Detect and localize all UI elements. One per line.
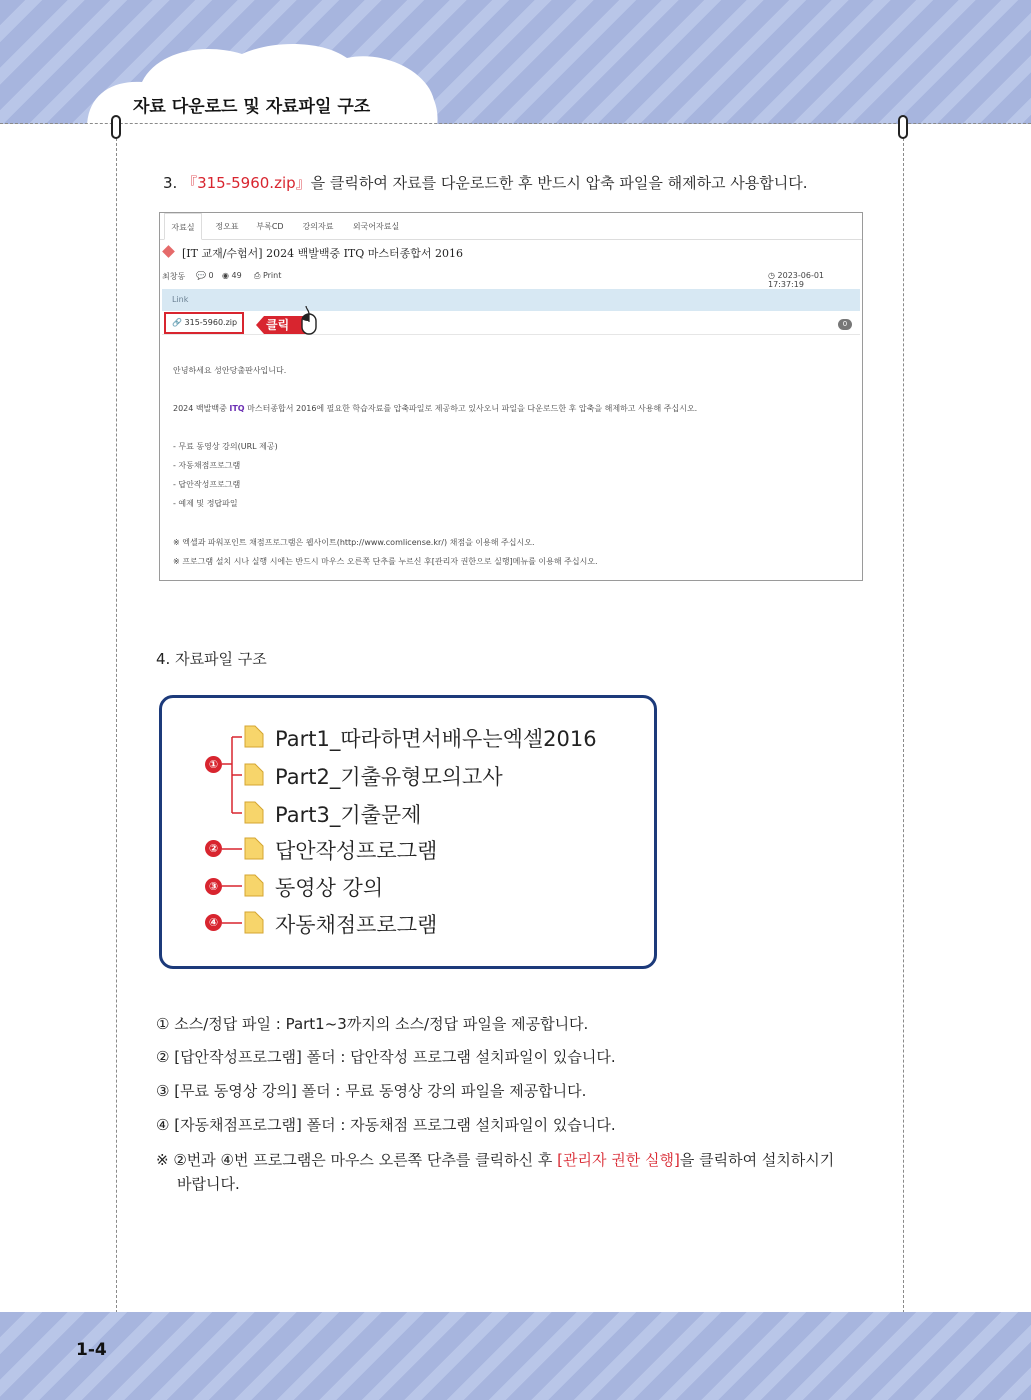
marker-4: ④ <box>205 914 222 931</box>
description-pre: 2024 백발백중 <box>173 404 230 413</box>
top-dashed-line <box>0 123 1031 124</box>
list-item: - 답안작성프로그램 <box>173 480 241 489</box>
left-pin-icon <box>110 114 122 140</box>
link-icon: 🔗 <box>172 318 182 327</box>
marker-2: ② <box>205 840 222 857</box>
list-item: - 예제 및 정답파일 <box>173 499 238 508</box>
download-count-badge: 0 <box>838 319 852 330</box>
comment-icon: 💬 <box>196 271 206 280</box>
folder-icon <box>243 910 265 935</box>
marker-3: ③ <box>205 878 222 895</box>
folder-icon <box>243 724 265 749</box>
folder-label: Part3_기출문제 <box>275 803 422 827</box>
file-download-link[interactable] <box>164 312 244 334</box>
folder-icon <box>243 762 265 787</box>
folder-label: Part1_따라하면서배우는엑셀2016 <box>275 727 597 751</box>
tab-appendix-cd[interactable]: 부록CD <box>256 222 284 231</box>
step3-text: 을 클릭하여 자료를 다운로드한 후 반드시 압축 파일을 해제하고 사용합니다. <box>310 174 808 192</box>
note-item: ④ [자동채점프로그램] 폴더 : 자동채점 프로그램 설치파일이 있습니다. <box>156 1116 616 1134</box>
step3-instruction <box>163 172 883 193</box>
header-title: 자료 다운로드 및 자료파일 구조 <box>133 97 371 117</box>
click-callout-label: 클릭 <box>266 318 290 332</box>
post-date-value: 2023-06-01 17:37:19 <box>768 271 825 289</box>
left-dashed-line <box>116 128 117 1313</box>
note-item: ② [답안작성프로그램] 폴더 : 답안작성 프로그램 설치파일이 있습니다. <box>156 1048 616 1066</box>
folder-label: Part2_기출유형모의고사 <box>275 765 503 789</box>
footer-stripe-band <box>0 1312 1031 1400</box>
view-count-value: 49 <box>231 271 242 280</box>
post-title: [IT 교재/수험서] 2024 백발백중 ITQ 마스터종합서 2016 <box>182 247 464 260</box>
post-author: 최창동 <box>162 272 186 281</box>
right-dashed-line <box>903 128 904 1313</box>
mouse-cursor-icon <box>298 306 320 336</box>
tab-foreign-language[interactable]: 외국어자료실 <box>352 222 400 231</box>
folder-icon <box>243 873 265 898</box>
folder-label: 동영상 강의 <box>275 876 384 900</box>
folder-label: 자동채점프로그램 <box>275 913 438 937</box>
right-pin-icon <box>897 114 909 140</box>
file-name: 315-5960.zip <box>184 318 238 327</box>
board-tabs <box>160 213 862 240</box>
download-page-screenshot <box>159 212 863 581</box>
marker-1: ① <box>205 756 222 773</box>
description-post: 마스터종합서 2016에 필요한 학습자료를 압축파일로 제공하고 있사오니 파일을 다운로드한 후 압축을 해제하고 사용해 주십시오. <box>244 404 698 413</box>
warning-pre: ※ ②번과 ④번 프로그램은 마우스 오른쪽 단추를 클릭하신 후 <box>156 1151 558 1169</box>
tab-lecture-material[interactable]: 강의자료 <box>302 222 334 231</box>
post-date <box>768 271 862 289</box>
page-number: 1-4 <box>76 1340 107 1360</box>
comment-count-value: 0 <box>208 271 214 280</box>
view-count <box>222 271 242 280</box>
install-note: ※ 프로그램 설치 시나 실행 시에는 반드시 마우스 오른쪽 단추를 누르신 후[관리자 권한으로 실행]메뉴를 이용해 주십시오. <box>173 557 598 566</box>
grading-note: ※ 엑셀과 파워포인트 채점프로그램은 웹사이트(http://www.comlicense.kr/) 채점을 이용해 주십시오. <box>173 538 535 547</box>
print-link[interactable] <box>254 271 281 281</box>
warning-post: 을 클릭하여 설치하시기 <box>679 1151 835 1169</box>
list-item: - 자동채점프로그램 <box>173 461 241 470</box>
print-label: Print <box>262 271 282 280</box>
eye-icon: ◉ <box>222 271 229 280</box>
tab-archive[interactable]: 자료실 <box>164 213 202 240</box>
warning-note <box>156 1149 876 1170</box>
folder-structure-box <box>159 695 657 969</box>
link-header: Link <box>162 289 860 311</box>
note-item: ③ [무료 동영상 강의] 폴더 : 무료 동영상 강의 파일을 제공합니다. <box>156 1082 587 1100</box>
warning-note-line2: 바랍니다. <box>177 1175 240 1193</box>
description-itq: ITQ <box>229 404 245 413</box>
folder-label: 답안작성프로그램 <box>275 839 438 863</box>
description-text <box>173 403 697 414</box>
step3-filename: 『315-5960.zip』 <box>182 174 311 192</box>
title-diamond-icon <box>162 245 175 258</box>
step4-title: 4. 자료파일 구조 <box>156 650 267 668</box>
folder-icon <box>243 836 265 861</box>
clock-icon: ◷ <box>768 271 775 280</box>
warning-highlight: [관리자 권한 실행] <box>557 1151 680 1169</box>
list-item: - 무료 동영상 강의(URL 제공) <box>173 442 278 451</box>
printer-icon: ⎙ <box>254 271 261 280</box>
folder-icon <box>243 800 265 825</box>
greeting-text: 안녕하세요 성안당출판사입니다. <box>173 366 287 375</box>
note-item: ① 소스/정답 파일 : Part1~3까지의 소스/정답 파일을 제공합니다. <box>156 1015 589 1033</box>
step3-number: 3. <box>163 174 178 192</box>
tab-errata[interactable]: 정오표 <box>215 222 239 231</box>
comment-count <box>196 271 214 280</box>
